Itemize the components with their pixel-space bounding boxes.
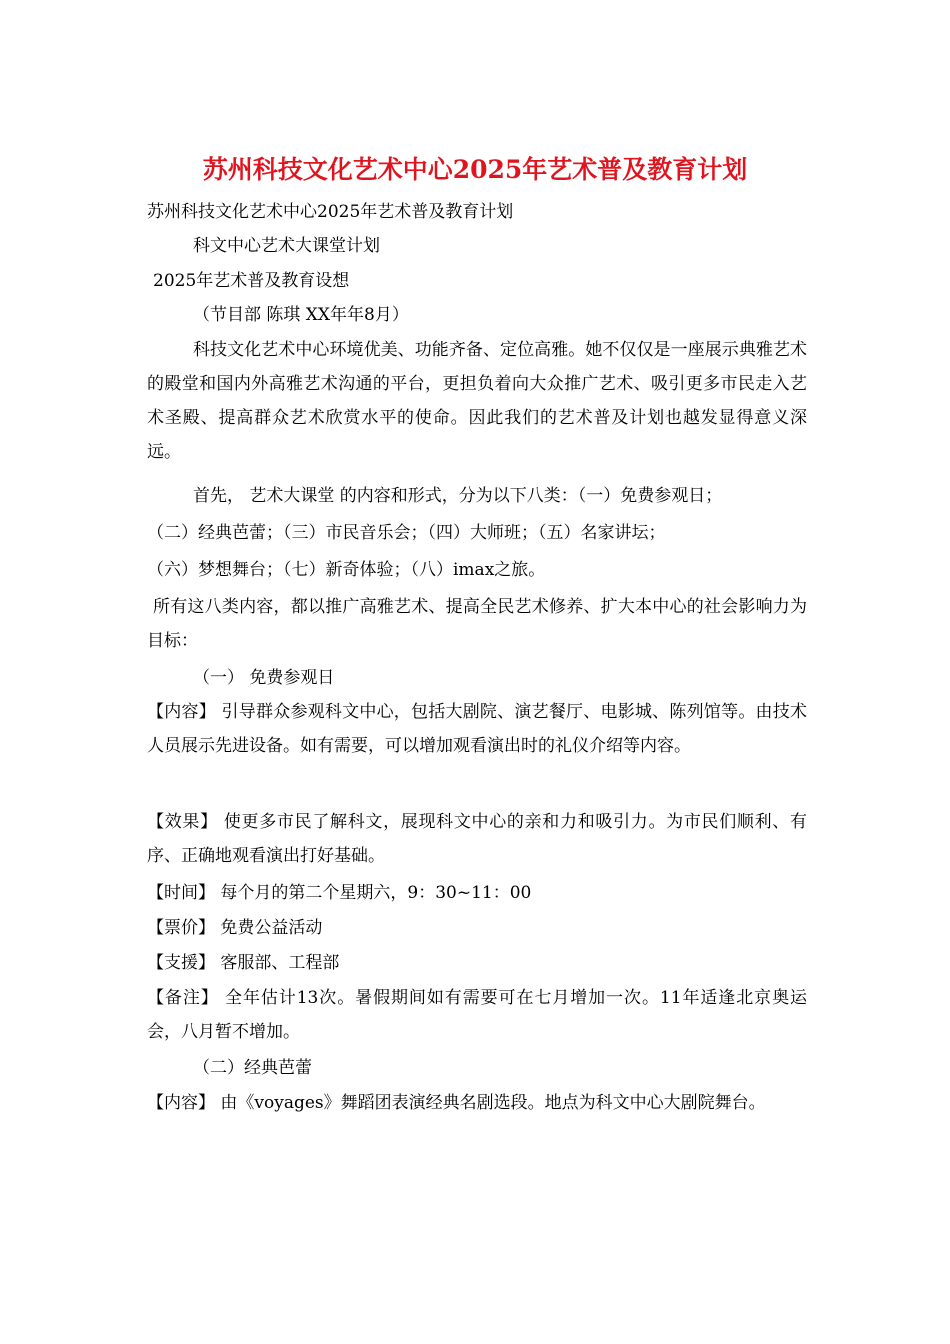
category-list-line-1: （二）经典芭蕾；（三）市民音乐会；（四）大师班；（五）名家讲坛；	[147, 523, 666, 543]
heading-class-plan: 科文中心艺术大课堂计划	[193, 236, 380, 256]
author-line: （节目部 陈琪 XX年年8月）	[193, 305, 409, 325]
subtitle: 苏州科技文化艺术中心2025年艺术普及教育计划	[147, 202, 514, 222]
first-paragraph: 首先， 艺术大课堂 的内容和形式，分为以下八类：（一）免费参观日；	[193, 486, 723, 506]
section-1-effect: 【效果】 使更多市民了解科文，展现科文中心的亲和力和吸引力。为市民们顺利、有序、正确地观看演出打好基础。	[147, 812, 807, 866]
heading-plan: 2025年艺术普及教育设想	[153, 271, 350, 291]
section-1-time: 【时间】 每个月的第二个星期六，9：30~11：00	[147, 883, 532, 903]
document-title: 苏州科技文化艺术中心2025年艺术普及教育计划	[202, 155, 748, 184]
intro-paragraph: 科技文化艺术中心环境优美、功能齐备、定位高雅。她不仅仅是一座展示典雅艺术的殿堂和国内外高雅艺术沟通的平台，更担负着向大众推广艺术、吸引更多市民走入艺术圣殿、提高群众艺术欣赏水平的使命。因此我们的艺术普及计划也越发显得意义深远。	[147, 340, 807, 462]
section-2-content: 【内容】 由《voyages》舞蹈团表演经典名剧选段。地点为科文中心大剧院舞台。	[147, 1093, 766, 1113]
section-1-content: 【内容】 引导群众参观科文中心，包括大剧院、演艺餐厅、电影城、陈列馆等。由技术人员展示先进设备。如有需要，可以增加观看演出时的礼仪介绍等内容。	[147, 702, 807, 756]
section-1-heading: （一） 免费参观日	[193, 668, 335, 688]
section-1-support: 【支援】 客服部、工程部	[147, 953, 340, 973]
goal-paragraph: 所有这八类内容，都以推广高雅艺术、提高全民艺术修养、扩大本中心的社会影响力为目标：	[147, 597, 807, 651]
section-2-heading: （二）经典芭蕾	[193, 1058, 312, 1078]
section-1-note: 【备注】 全年估计13次。暑假期间如有需要可在七月增加一次。11年适逢北京奥运会，八月暂不增加。	[147, 988, 807, 1042]
section-1-price: 【票价】 免费公益活动	[147, 918, 323, 938]
category-list-line-2: （六）梦想舞台；（七）新奇体验；（八）imax之旅。	[147, 560, 546, 580]
